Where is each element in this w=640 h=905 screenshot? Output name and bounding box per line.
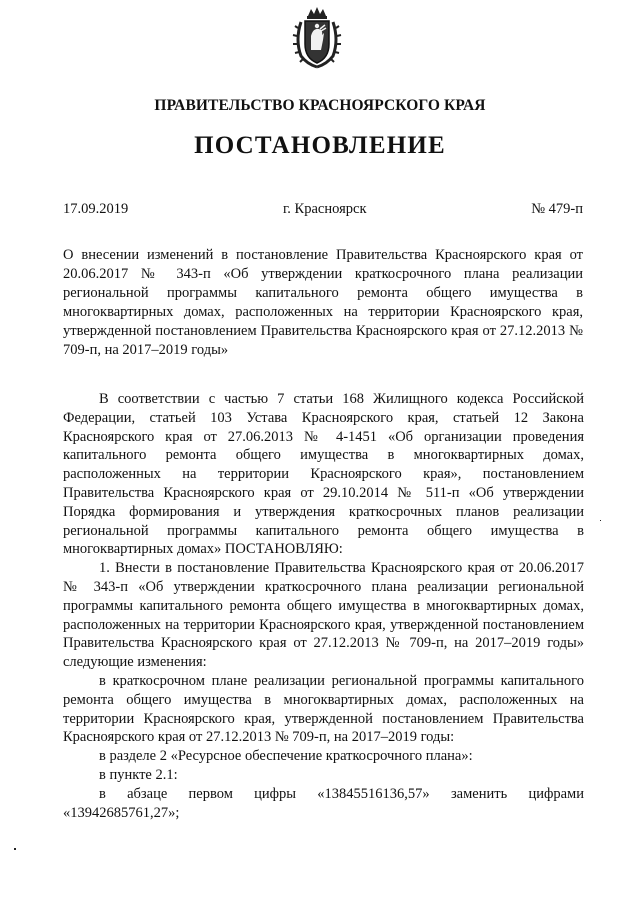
point-2-1-paragraph: в пункте 2.1: xyxy=(99,766,178,783)
document-date: 17.09.2019 xyxy=(63,201,129,217)
document-number: № 479-п xyxy=(531,201,583,217)
item-1a-paragraph: в краткосрочном плане реализации региональной программы капитального ремонта общего имущества в многоквартирных домах, расположенных на территории Красноярского края, утвержденной постановлением Правительства Красноярского края от 27.12.2013 № 709-п, на 2017–2019 годы: xyxy=(63,672,584,746)
authority-name: ПРАВИТЕЛЬСТВО КРАСНОЯРСКОГО КРАЯ xyxy=(154,97,486,114)
section-2-paragraph: в разделе 2 «Ресурсное обеспечение краткосрочного плана»: xyxy=(99,748,473,765)
preamble-paragraph: В соответствии с частью 7 статьи 168 Жилищного кодекса Российской Федерации, статьей 103 Устава Красноярского края, статьей 12 Закона Красноярского края от 27.06.2013 № 4-1451 «Об организации проведения капитального ремонта общего имущества в многоквартирных домах, расположенных на территории Красноярского края», постановлением Правительства Красноярского края от 29.10.2014 № 511-п «Об утверждении Порядка формирования и утверждения краткосрочных планов реализации региональной программы капитального ремонта общего имущества в многоквартирных домах» ПОСТАНОВЛЯЮ: xyxy=(63,391,584,558)
document-body xyxy=(63,390,584,822)
document-type-title: ПОСТАНОВЛЕНИЕ xyxy=(194,132,446,159)
item-1-paragraph: 1. Внести в постановление Правительства Красноярского края от 20.06.2017 № 343-п «Об утверждении краткосрочного плана реализации региональной программы капитального ремонта общего имущества в многоквартирных домах, расположенных на территории Красноярского края, утвержденной постановлением Правительства Красноярского края от 27.12.2013 № 709-п, на 2017–2019 годы» следующие изменения: xyxy=(63,560,584,671)
scan-artifact-mark xyxy=(14,848,16,850)
paragraph-first-change: в абзаце первом цифры «13845516136,57» заменить цифрами «13942685761,27»; xyxy=(63,785,584,821)
scan-artifact-mark xyxy=(600,520,601,521)
krasnoyarsk-coat-of-arms-icon xyxy=(292,6,342,70)
document-subject: О внесении изменений в постановление Правительства Красноярского края от 20.06.2017 № 343-п «Об утверждении краткосрочного плана реализации региональной программы капитального ремонта общего имущества в многоквартирных домах, расположенных на территории Красноярского края, утвержденной постановлением Правительства Красноярского края от 27.12.2013 № 709-п, на 2017–2019 годы» xyxy=(63,247,583,358)
document-city: г. Красноярск xyxy=(283,201,367,217)
